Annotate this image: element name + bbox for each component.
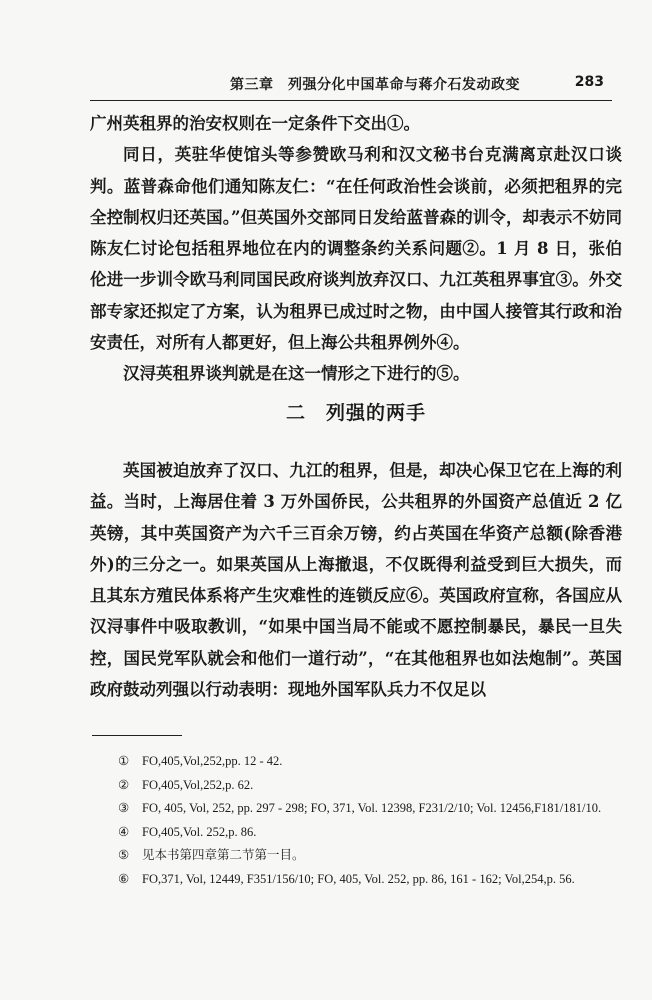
footnote-text: FO,405,Vol,252,p. 62. [142, 777, 254, 792]
paragraph-2: 同日，英驻华使馆头等参赞欧马利和汉文秘书台克满离京赴汉口谈判。蓝普森命他们通知陈友仁：“在任何政治性会谈前，必须把租界的完全控制权归还英国。”但英国外交部同日发给蓝普森的训令，却表示不妨同陈友仁讨论包括租界地位在内的调整条约关系问题②。1 月 8 日，张伯伦进一步训令欧马利同国民政府谈判放弃汉口、九江英租界事宜③。外交部专家还拟定了方案，认为租界已成过时之物，由中国人接管其行政和治安责任，对所有人都更好，但上海公共租界例外④。 [90, 145, 622, 353]
paragraph-1: 广州英租界的治安权则在一定条件下交出①。 [90, 114, 420, 133]
footnote-mark: ① [118, 754, 130, 768]
footnote-3 [92, 797, 622, 821]
footnote-5 [92, 844, 622, 868]
running-header [90, 70, 612, 101]
footnote-text: FO, 405, Vol, 252, pp. 297 - 298; FO, 371, Vol. 12398, F231/2/10; Vol. 12456,F181/181/10. [142, 801, 602, 815]
footnote-divider [92, 735, 182, 736]
paragraph-4: 英国被迫放弃了汉口、九江的租界，但是，却决心保卫它在上海的利益。当时，上海居住着 3 万外国侨民，公共租界的外国资产总值近 2 亿英镑，其中英国资产为六千三百余万镑，约占英国在华资产总额(除香港外)的三分之一。如果英国从上海撤退，不仅既得利益受到巨大损失，而且其东方殖民体系将产生灾难性的连锁反应⑥。英国政府宣称，各国应从汉浔事件中吸取教训，“如果中国当局不能或不愿控制暴民，暴民一旦失控，国民党军队就会和他们一道行动”，“在其他租界也如法炮制”。英国政府鼓动列强以行动表明：现地外国军队兵力不仅足以 [90, 461, 622, 700]
body-text-section-2 [90, 455, 622, 705]
footnote-4 [92, 821, 622, 845]
page-number: 283 [574, 74, 604, 90]
footnotes [92, 750, 622, 891]
footnote-6 [92, 868, 622, 892]
footnote-mark: ④ [118, 824, 130, 839]
section-heading: 二 列强的两手 [285, 402, 426, 424]
footnote-text: FO,371, Vol, 12449, F351/156/10; FO, 405, Vol. 252, pp. 86, 161 - 162; Vol,254,p. 56. [142, 871, 575, 886]
footnote-2 [92, 774, 622, 798]
footnote-1 [92, 750, 622, 774]
footnote-mark: ⑥ [118, 871, 130, 886]
body-text-section-1 [90, 108, 622, 390]
chapter-title: 第三章 列强分化中国革命与蒋介石发动政变 [230, 77, 520, 93]
paragraph-3: 汉浔英租界谈判就是在这一情形之下进行的⑤。 [123, 364, 470, 384]
footnote-mark: ⑤ [118, 848, 130, 862]
footnote-text: FO,405,Vol,252,pp. 12 - 42. [142, 754, 283, 768]
footnote-mark: ② [118, 777, 130, 792]
footnote-mark: ③ [118, 801, 130, 815]
footnote-text: FO,405,Vol. 252,p. 86. [142, 824, 257, 839]
footnote-text: 见本书第四章第二节第一目。 [142, 848, 305, 862]
